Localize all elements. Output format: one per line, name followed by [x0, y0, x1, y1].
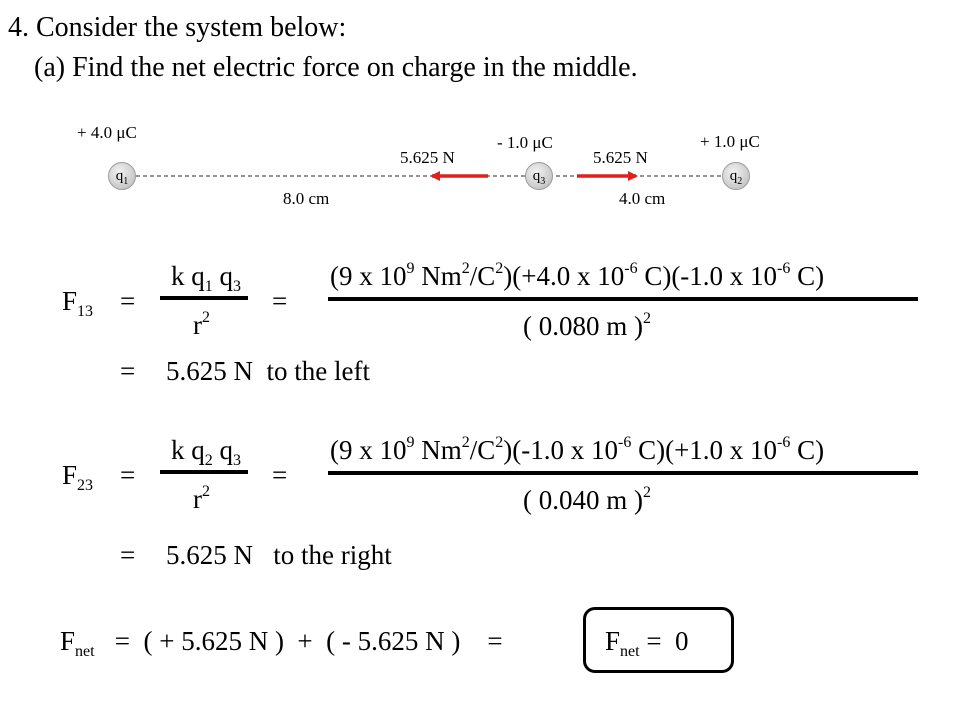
problem-part-a: (a) Find the net electric force on charge in the middle. — [34, 52, 638, 83]
q3-charge-label: - 1.0 μC — [497, 133, 553, 152]
charge-q1: $q_1$ — [108, 162, 136, 190]
f13-equals-2: = — [272, 286, 288, 316]
f23-symbolic-fraction-bar — [160, 470, 248, 474]
f23-result: 5.625 N to the right — [166, 540, 392, 570]
f23-symbolic-denominator: $r^2$ — [193, 483, 210, 514]
f23-symbolic-numerator: k $q_2$ $q_3$ — [171, 435, 241, 469]
charge-q3: $q_3$ — [525, 162, 553, 190]
problem-heading: 4. Consider the system below: — [8, 12, 347, 43]
distance-32-label: 4.0 cm — [619, 189, 666, 208]
f13-symbolic-numerator: k $q_1$ $q_3$ — [171, 261, 241, 295]
f13-result-equals: = — [120, 356, 136, 386]
f23-equals-2: = — [272, 460, 288, 490]
f23-equals: = — [120, 460, 136, 490]
f13-numeric-fraction-bar — [328, 297, 918, 301]
f13-numeric-denominator: ( 0.080 m )$^2$ — [523, 310, 651, 341]
net-force-expression: = ( + 5.625 N ) + ( - 5.625 N ) = — [108, 626, 503, 656]
f13-symbolic-denominator: $r^2$ — [193, 309, 210, 340]
q1-charge-label: + 4.0 μC — [77, 123, 137, 142]
f13-equals: = — [120, 286, 136, 316]
f13-result: 5.625 N to the left — [166, 356, 370, 386]
f13-lhs: $F_{13}$ — [62, 286, 94, 320]
f13-numeric-numerator: (9 x $10^9$ $Nm^2/C^2)(+4.0$ x $10^{-6}$ C)(-1.0 x $10^{-6}$ C) — [330, 260, 825, 291]
force-left-label: 5.625 N — [400, 148, 455, 167]
f23-numeric-numerator: (9 x $10^9$ $Nm^2/C^2)(-1.0$ x $10^{-6}$ C)(+1.0 x $10^{-6}$ C) — [330, 434, 825, 465]
distance-13-label: 8.0 cm — [283, 189, 330, 208]
f23-numeric-fraction-bar — [328, 471, 918, 475]
charge-q2: $q_2$ — [722, 162, 750, 190]
f13-symbolic-fraction-bar — [160, 296, 248, 300]
q2-charge-label: + 1.0 μC — [700, 132, 760, 151]
force-right-label: 5.625 N — [593, 148, 648, 167]
f23-result-equals: = — [120, 540, 136, 570]
f23-lhs: $F_{23}$ — [62, 460, 94, 494]
net-force-answer: $F_{net} = 0$ — [605, 626, 689, 660]
net-force-lhs: $F_{net}$ — [60, 626, 95, 660]
f23-numeric-denominator: ( 0.040 m )$^2$ — [523, 484, 651, 515]
